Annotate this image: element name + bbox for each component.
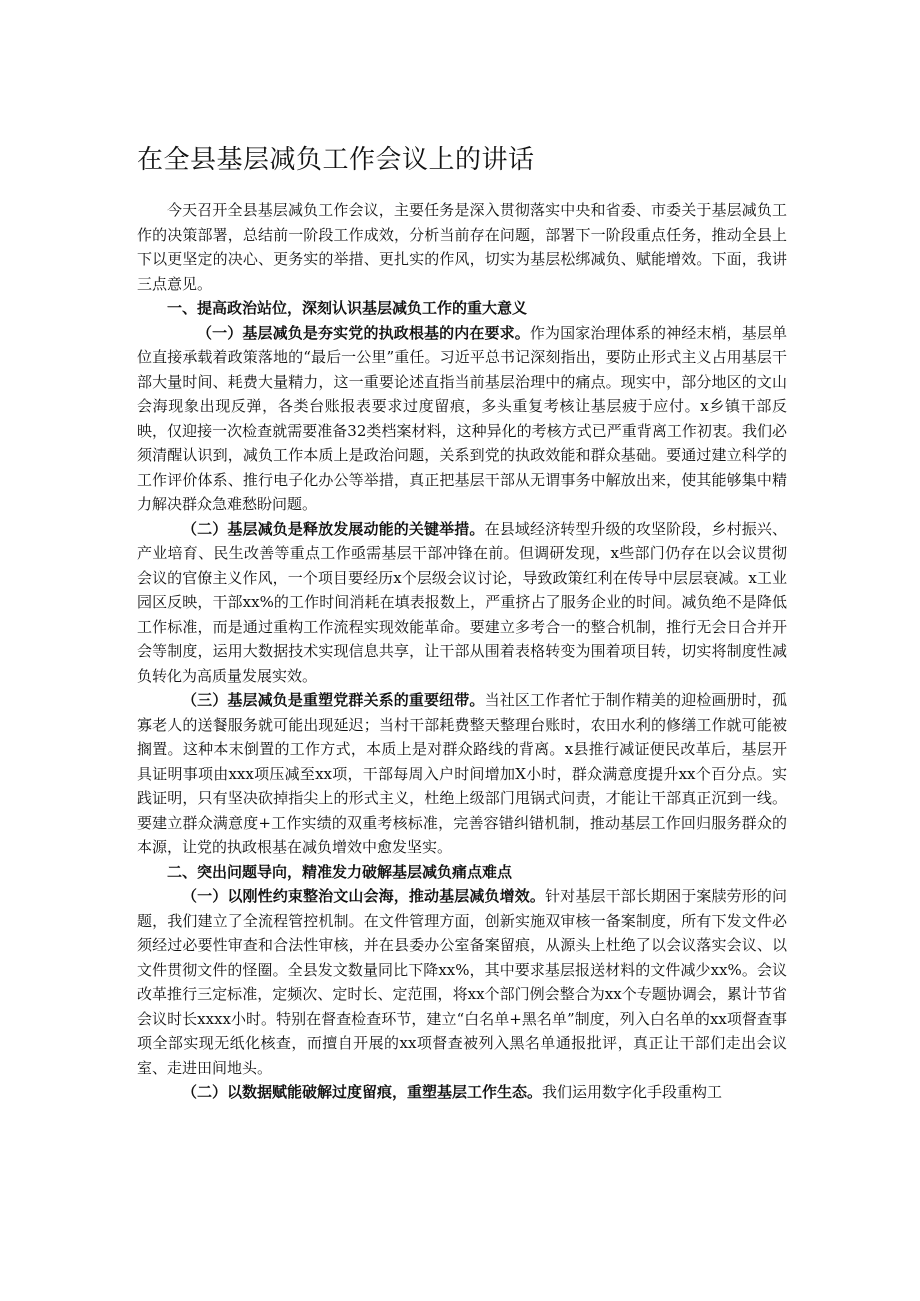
section-2-heading: 二、突出问题导向，精准发力破解基层减负痛点难点 — [167, 862, 513, 881]
paragraph-lead: （一）以刚性约束整治文山会海，推动基层减负增效。 — [182, 887, 546, 905]
paragraph-body: 针对基层干部长期困于案牍劳形的问题，我们建立了全流程管控机制。在文件管理方面，创新实施双审核一备案制度，所有下发文件必须经过必要性审查和合法性审核，并在县委办公室备案留痕，从源头上杜绝了以会议落实会议、以文件贯彻文件的怪圈。全县发文数量同比下降xx%，其中要求基层报送材料的文件减少xx%。会议改革推行三定标准，定频次、定时长、定范围，将xx个部门例会整合为xx个专题协调会，累计节省会议时长xxxx小时。特别在督查检查环节，建立“白名单+黑名单”制度，列入白名单的xx项督查事项全部实现无纸化核查，而擅自开展的xx项督查被列入黑名单通报批评，真正让干部们走出会议室、走进田间地头。 — [137, 887, 787, 1077]
section-2-paragraph-2 — [137, 1080, 787, 1105]
section-1-paragraph-3 — [137, 688, 787, 860]
paragraph-lead: （三）基层减负是重塑党群关系的重要纽带。 — [182, 691, 485, 709]
paragraph-body: 我们运用数字化手段重构工 — [542, 1083, 723, 1101]
paragraph-body: 作为国家治理体系的神经末梢，基层单位直接承载着政策落地的“最后一公里”重任。习近平总书记深刻指出，要防止形式主义占用基层干部大量时间、耗费大量精力，这一重要论述直指当前基层治理中的痛点。现实中，部分地区的文山会海现象出现反弹，各类台账报表要求过度留痕，多头重复考核让基层疲于应付。x乡镇干部反映，仅迎接一次检查就需要准备32类档案材料，这种异化的考核方式已严重背离工作初衷。我们必须清醒认识到，减负工作本质上是政治问题，关系到党的执政效能和群众基础。要通过建立科学的工作评价体系、推行电子化办公等举措，真正把基层干部从无谓事务中解放出来，使其能够集中精力解决群众急难愁盼问题。 — [137, 323, 787, 513]
paragraph-body: 当社区工作者忙于制作精美的迎检画册时，孤寡老人的送餐服务就可能出现延迟；当村干部耗费整天整理台账时，农田水利的修缮工作就可能被搁置。这种本末倒置的工作方式，本质上是对群众路线的背离。x县推行减证便民改革后，基层开具证明事项由xxx项压减至xx项，干部每周入户时间增加X小时，群众满意度提升xx个百分点。实践证明，只有坚决砍掉指尖上的形式主义，杜绝上级部门甩锅式问责，才能让干部真正沉到一线。要建立群众满意度+工作实绩的双重考核标准，完善容错纠错机制，推动基层工作回归服务群众的本源，让党的执政根基在减负增效中愈发坚实。 — [137, 691, 787, 856]
section-1-paragraph-2 — [137, 517, 787, 689]
paragraph-lead: （二）基层减负是释放发展动能的关键举措。 — [182, 519, 485, 538]
section-2-paragraph-1 — [137, 884, 787, 1080]
section-1-paragraph-1 — [137, 321, 787, 517]
document-page — [137, 140, 787, 1105]
intro-paragraph: 今天召开全县基层减负工作会议，主要任务是深入贯彻落实中央和省委、市委关于基层减负工作的决策部署，总结前一阶段工作成效，分析当前存在问题，部署下一阶段重点任务，推动全县上下以更坚定的决心、更务实的举措、更扎实的作风，切实为基层松绑减负、赋能增效。下面，我讲三点意见。 — [137, 201, 787, 293]
paragraph-lead: （二）以数据赋能破解过度留痕，重塑基层工作生态。 — [182, 1083, 543, 1101]
section-1-heading: 一、提高政治站位，深刻认识基层减负工作的重大意义 — [167, 299, 528, 317]
document-title: 在全县基层减负工作会议上的讲话 — [137, 145, 535, 175]
paragraph-body: 在县域经济转型升级的攻坚阶段，乡村振兴、产业培育、民生改善等重点工作亟需基层干部冲锋在前。但调研发现，x些部门仍存在以会议贯彻会议的官僚主义作风，一个项目要经历x个层级会议讨论，导致政策红利在传导中层层衰减。x工业园区反映，干部xx%的工作时间消耗在填表报数上，严重挤占了服务企业的时间。减负绝不是降低工作标准，而是通过重构工作流程实现效能革命。要建立多考合一的整合机制，推行无会日合并开会等制度，运用大数据技术实现信息共享，让干部从围着表格转变为围着项目转，切实将制度性减负转化为高质量发展实效。 — [137, 519, 787, 685]
paragraph-lead: （一）基层减负是夯实党的执政根基的内在要求。 — [197, 323, 530, 342]
